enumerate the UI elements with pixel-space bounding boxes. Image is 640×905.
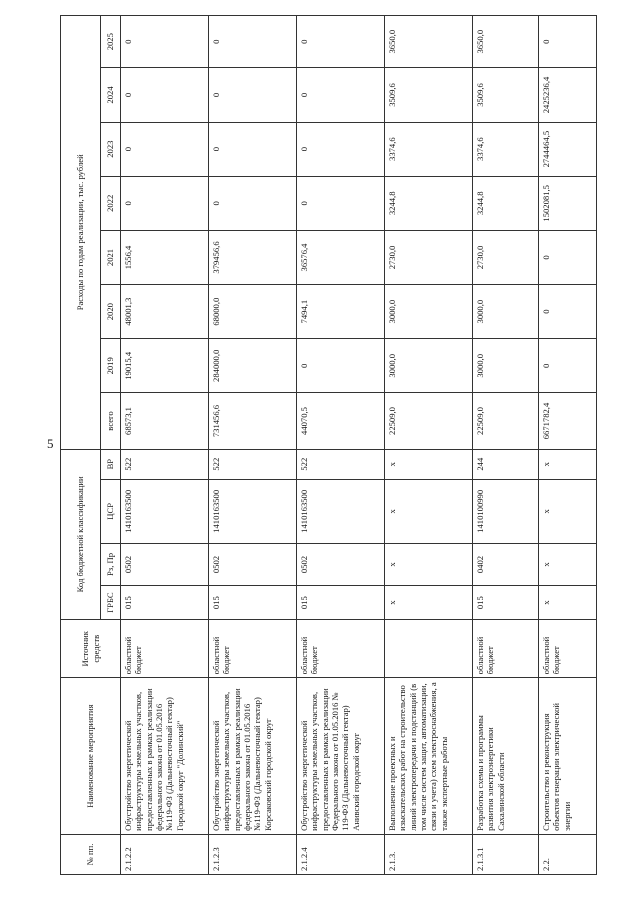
row-num: 2.1.2.3 xyxy=(209,834,297,874)
row-2025: 3650,0 xyxy=(473,16,539,68)
row-rzpr: 0502 xyxy=(297,543,385,585)
row-2022: 0 xyxy=(121,176,209,230)
row-2022: 3244,8 xyxy=(385,176,473,230)
row-name: Строительство и реконструкция объектов генерации электрической энергии xyxy=(539,678,597,835)
row-csr: 1410163500 xyxy=(297,479,385,543)
table-row xyxy=(473,16,539,875)
row-2020: 3000,0 xyxy=(473,285,539,339)
row-2023: 0 xyxy=(121,122,209,176)
table-row xyxy=(297,16,385,875)
row-grbs: 015 xyxy=(121,586,209,620)
row-2022: 0 xyxy=(297,176,385,230)
header-year-2025: 2025 xyxy=(101,16,121,68)
row-2020: 68000,0 xyxy=(209,285,297,339)
header-source: Источник средств xyxy=(61,620,121,678)
header-year-2024: 2024 xyxy=(101,68,121,122)
row-grbs: х xyxy=(539,586,597,620)
row-name: Разработка схемы и программы развития электроэнергетики Сахалинской области xyxy=(473,678,539,835)
row-2024: 3509,6 xyxy=(473,68,539,122)
header-year-2022: 2022 xyxy=(101,176,121,230)
header-name: Наименование мероприятия xyxy=(61,678,121,835)
header-year-2020: 2020 xyxy=(101,285,121,339)
row-source: областной бюджет xyxy=(539,620,597,678)
row-2024: 0 xyxy=(121,68,209,122)
row-2024: 2425236,4 xyxy=(539,68,597,122)
row-total: 731456,6 xyxy=(209,393,297,449)
row-2021: 36576,4 xyxy=(297,230,385,284)
row-2020: 0 xyxy=(539,285,597,339)
row-num: 2.1.2.2 xyxy=(121,834,209,874)
table-row xyxy=(209,16,297,875)
header-grbs: ГРБС xyxy=(101,586,121,620)
table-row xyxy=(121,16,209,875)
row-2024: 3509,6 xyxy=(385,68,473,122)
header-vr: ВР xyxy=(101,449,121,479)
row-2021: 2730,0 xyxy=(385,230,473,284)
row-2023: 0 xyxy=(209,122,297,176)
row-total: 22509,0 xyxy=(473,393,539,449)
row-csr: 1410163500 xyxy=(209,479,297,543)
row-rzpr: 0502 xyxy=(121,543,209,585)
row-2025: 0 xyxy=(121,16,209,68)
row-csr: х xyxy=(539,479,597,543)
row-grbs: 015 xyxy=(473,586,539,620)
row-2025: 0 xyxy=(297,16,385,68)
row-2019: 0 xyxy=(297,339,385,393)
row-num: 2.2. xyxy=(539,834,597,874)
page-number: 5 xyxy=(47,436,54,451)
header-num: № пп. xyxy=(61,834,121,874)
row-csr: 1410163500 xyxy=(121,479,209,543)
row-total: 6671782,4 xyxy=(539,393,597,449)
header-total: всего xyxy=(101,393,121,449)
row-grbs: 015 xyxy=(297,586,385,620)
row-2021: 379456,6 xyxy=(209,230,297,284)
row-2019: 284000,0 xyxy=(209,339,297,393)
table-row xyxy=(539,16,597,875)
row-2022: 3244,8 xyxy=(473,176,539,230)
header-year-2021: 2021 xyxy=(101,230,121,284)
row-2019: 19015,4 xyxy=(121,339,209,393)
row-total: 68573,1 xyxy=(121,393,209,449)
row-source: областной бюджет xyxy=(121,620,209,678)
row-2019: 3000,0 xyxy=(385,339,473,393)
row-total: 22509,0 xyxy=(385,393,473,449)
row-source: областной бюджет xyxy=(297,620,385,678)
row-2019: 3000,0 xyxy=(473,339,539,393)
row-name: Обустройство энергетической инфраструктуры земельных участков, предоставленных в рамках реализации Федерального закона от 01.05.2016 № 119-ФЗ (Дальневосточный гектар) Анивский городской округ xyxy=(297,678,385,835)
row-2020: 48001,3 xyxy=(121,285,209,339)
row-2023: 3374,6 xyxy=(473,122,539,176)
row-vr: 244 xyxy=(473,449,539,479)
header-year-2019: 2019 xyxy=(101,339,121,393)
row-vr: х xyxy=(385,449,473,479)
row-2022: 1502081,5 xyxy=(539,176,597,230)
row-2023: 3374,6 xyxy=(385,122,473,176)
table-row xyxy=(385,16,473,875)
row-rzpr: х xyxy=(385,543,473,585)
row-num: 2.1.2.4 xyxy=(297,834,385,874)
row-name: Обустройство энергетической инфраструктуры земельных участков, предоставленных в рамках реализации федерального закона от 01.05.2016 №119-ФЗ (Дальневосточный гектар) Городской округ "Долинский" xyxy=(121,678,209,835)
row-2025: 3650,0 xyxy=(385,16,473,68)
row-2021: 2730,0 xyxy=(473,230,539,284)
row-name: Выполнение проектных и изыскательских работ на строительство линий электропередачи и подстанций (в том числе систем защит, автоматизации, связи и учета) схем электроснабжения, а также экспертные работы xyxy=(385,678,473,835)
row-grbs: х xyxy=(385,586,473,620)
row-2025: 0 xyxy=(209,16,297,68)
row-2020: 3000,0 xyxy=(385,285,473,339)
row-rzpr: 0502 xyxy=(209,543,297,585)
row-2022: 0 xyxy=(209,176,297,230)
row-2019: 0 xyxy=(539,339,597,393)
row-2023: 2744464,5 xyxy=(539,122,597,176)
row-vr: 522 xyxy=(297,449,385,479)
row-2024: 0 xyxy=(209,68,297,122)
row-num: 2.1.3. xyxy=(385,834,473,874)
row-csr: х xyxy=(385,479,473,543)
row-grbs: 015 xyxy=(209,586,297,620)
header-expenses: Расходы по годам реализации, тыс. рублей xyxy=(61,16,101,450)
row-2021: 0 xyxy=(539,230,597,284)
header-year-2023: 2023 xyxy=(101,122,121,176)
header-csr: ЦСР xyxy=(101,479,121,543)
row-2024: 0 xyxy=(297,68,385,122)
row-total: 44070,5 xyxy=(297,393,385,449)
row-source: областной бюджет xyxy=(473,620,539,678)
row-name: Обустройство энергетической инфраструктуры земельных участков, предоставленных в рамках реализации федерального закона от 01.05.2016 №119-ФЗ (Дальневосточный гектар) Корсаковский городской округ xyxy=(209,678,297,835)
row-rzpr: х xyxy=(539,543,597,585)
budget-table xyxy=(60,15,597,875)
row-2021: 1556,4 xyxy=(121,230,209,284)
header-budget-code: Код бюджетной классификации xyxy=(61,449,101,620)
row-vr: х xyxy=(539,449,597,479)
row-2023: 0 xyxy=(297,122,385,176)
row-source xyxy=(385,620,473,678)
row-vr: 522 xyxy=(121,449,209,479)
row-source: областной бюджет xyxy=(209,620,297,678)
row-2020: 7494,1 xyxy=(297,285,385,339)
row-num: 2.1.3.1 xyxy=(473,834,539,874)
row-vr: 522 xyxy=(209,449,297,479)
rotated-table-wrapper xyxy=(60,15,580,875)
row-rzpr: 0402 xyxy=(473,543,539,585)
header-rzpr: Рз, Пр xyxy=(101,543,121,585)
row-2025: 0 xyxy=(539,16,597,68)
row-csr: 1410100990 xyxy=(473,479,539,543)
